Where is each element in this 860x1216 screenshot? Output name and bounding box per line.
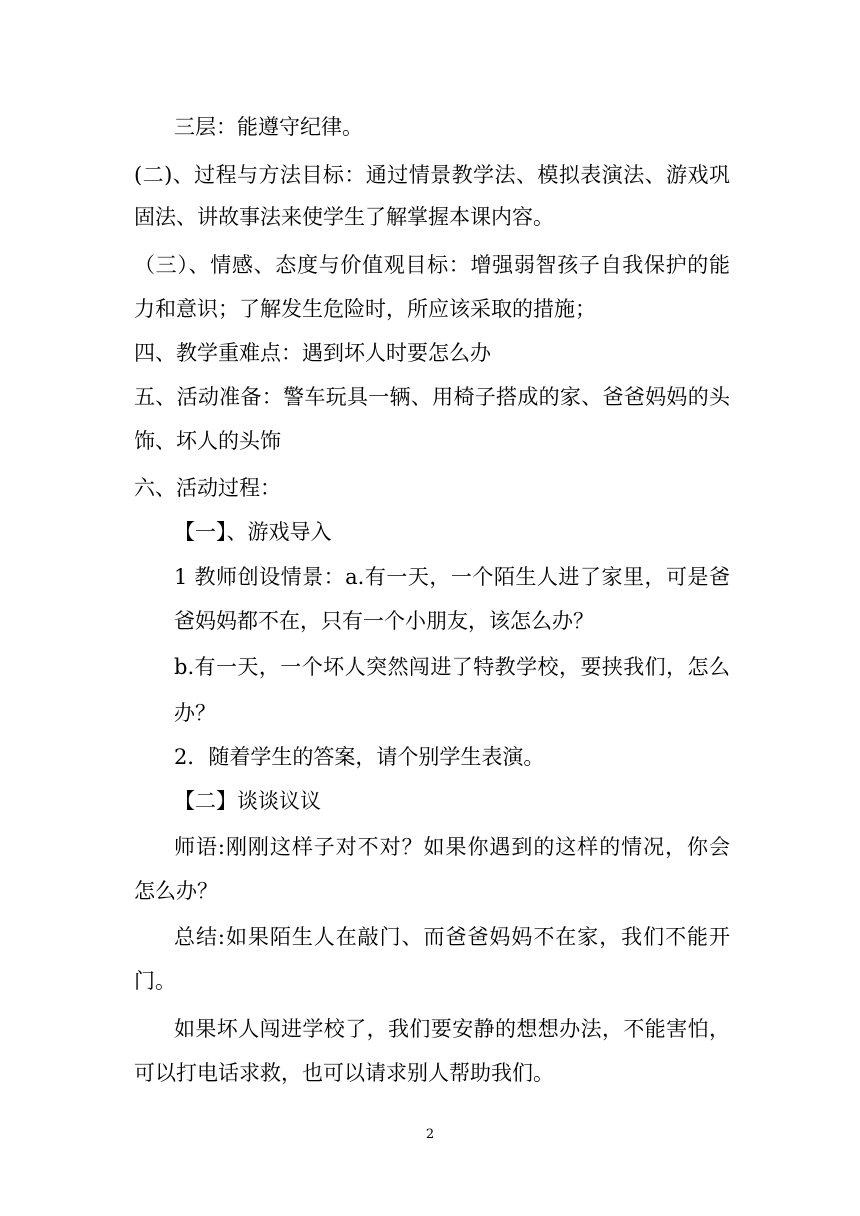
text-line-5: 力和意识；了解发生危险时，所应该采取的措施； [134,297,596,321]
text-line-21: 如果坏人闯进学校了，我们要安静的想想办法，不能害怕， [174,1017,730,1041]
text-line-20: 门。 [134,969,176,993]
text-line-13: b.有一天，一个坏人突然闯进了特教学校，要挟我们，怎么 [174,655,730,679]
page-number: 2 [425,1127,435,1142]
text-line-3: 固法、讲故事法来使学生了解掌握本课内容。 [134,205,554,229]
text-line-11: 1 教师创设情景：a.有一天，一个陌生人进了家里，可是爸 [174,565,730,589]
text-line-18: 怎么办？ [134,879,218,903]
text-line-9: 六、活动过程： [134,476,281,500]
text-line-10: 【一】、游戏导入 [174,520,332,544]
text-line-19: 总结:如果陌生人在敲门、而爸爸妈妈不在家，我们不能开 [174,925,730,949]
text-line-17: 师语:刚刚这样子对不对？如果你遇到的这样的情况，你会 [174,835,730,859]
text-line-1: 三层：能遵守纪律。 [174,115,363,139]
text-line-12: 爸妈妈都不在，只有一个小朋友，该怎么办？ [174,609,594,633]
text-line-2: (二)、过程与方法目标：通过情景教学法、模拟表演法、游戏巩 [134,163,730,187]
text-line-8: 饰、坏人的头饰 [134,429,281,453]
text-line-16: 【二】谈谈议议 [174,789,321,813]
text-line-7: 五、活动准备：警车玩具一辆、用椅子搭成的家、爸爸妈妈的头 [134,385,730,409]
text-line-14: 办？ [174,701,216,725]
text-line-15: 2．随着学生的答案，请个别学生表演。 [174,745,545,769]
text-line-4: （三）、情感、态度与价值观目标：增强弱智孩子自我保护的能 [134,253,730,277]
text-line-22: 可以打电话求救，也可以请求别人帮助我们。 [134,1061,554,1085]
text-line-6: 四、教学重难点：遇到坏人时要怎么办 [134,341,491,365]
